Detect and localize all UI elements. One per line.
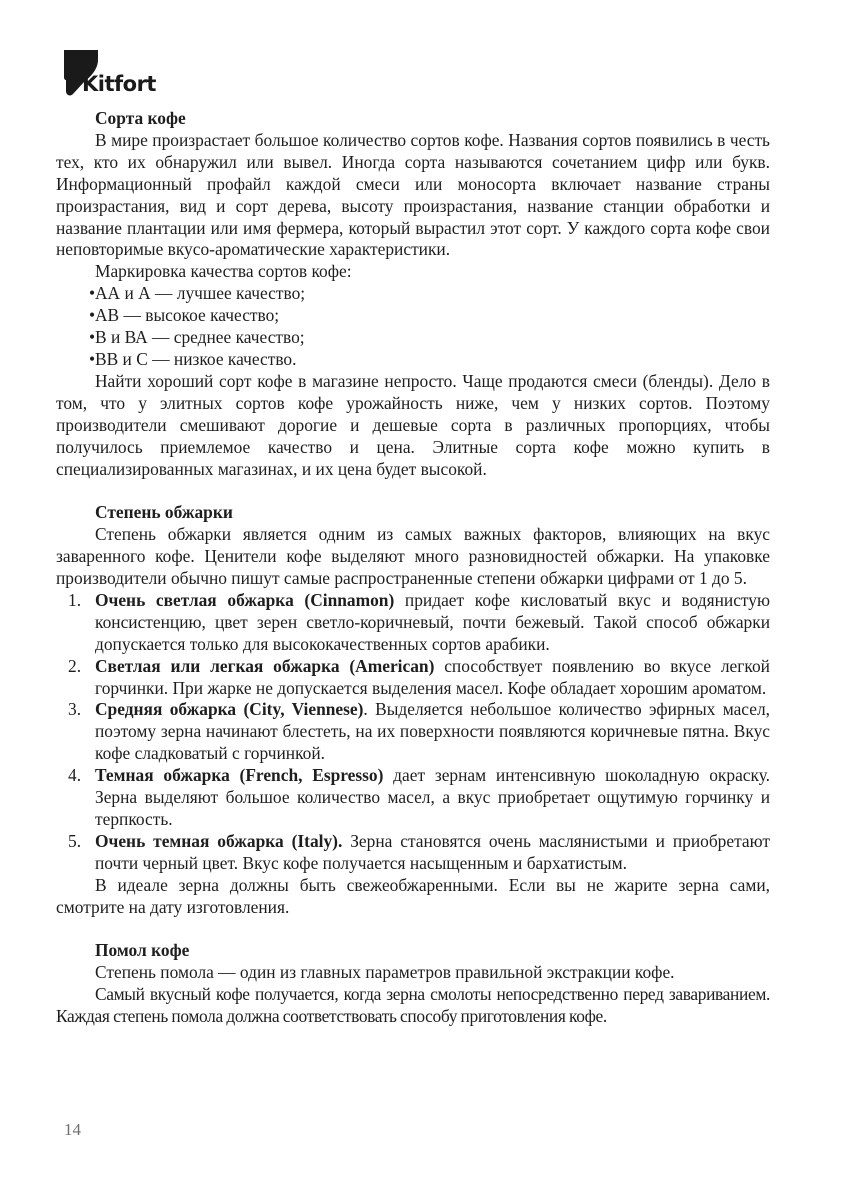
list-item: • АА и А — лучшее качество; — [89, 283, 306, 304]
bullet-icon: • — [89, 348, 96, 369]
roast-closing-paragraph: В идеале зерна должны быть свежеобжаренными. Если вы не жарите зерна сами, смотрите на дату изготовления. — [56, 874, 770, 917]
roast-level-term: Очень темная обжарка (Italy). — [95, 830, 343, 851]
brand-logo — [64, 50, 194, 102]
list-item: • В и ВА — среднее качество; — [89, 327, 305, 348]
roast-level-term: Темная обжарка (French, Espresso) — [95, 765, 384, 786]
heading-coffee-grind: Помол кофе — [95, 940, 190, 961]
section-spacer — [56, 480, 770, 502]
brand-name: Kitfort — [82, 72, 156, 96]
roast-level-term: Очень светлая обжарка (Cinnamon) — [95, 589, 395, 610]
list-item: 4. Темная обжарка (French, Espresso) дает зернам интенсивную шоколадную окраску. Зерна выделяют большое количество масел, а вкус приобретает ощутимую горчинку и терпкость. — [68, 765, 771, 829]
varieties-closing-paragraph: Найти хороший сорт кофе в магазине непросто. Чаще продаются смеси (бленды). Дело в том, что у элитных сортов кофе урожайность ниже, чем у низких сортов. Поэтому производители смешивают дорогие и дешевые сорта в различных пропорциях, чтобы получилось приемлемое качество и цена. Элитные сорта кофе можно купить в специализированных магазинах, и их цена будет высокой. — [56, 370, 770, 479]
bullet-icon: • — [89, 283, 96, 304]
list-item: 5. Очень темная обжарка (Italy). Зерна становятся очень маслянистыми и приобретают почти черный цвет. Вкус кофе получается насыщенным и бархатистым. — [68, 830, 770, 873]
list-item: 3. Средняя обжарка (City, Viennese). Выделяется небольшое количество эфирных масел, поэтому зерна начинают блестеть, на их поверхности появляются коричневые пятна. Вкус кофе сладковатый с горчинкой. — [68, 699, 770, 764]
heading-coffee-varieties: Сорта кофе — [95, 108, 186, 128]
grind-paragraph-1: Степень помола — один из главных параметров правильной экстракции кофе. — [95, 962, 675, 983]
section-spacer — [56, 919, 770, 941]
roast-intro-paragraph: Степень обжарки является одним из самых важных факторов, влияющих на вкус заваренного кофе. Ценители кофе выделяют много разновидностей обжарки. На упаковке производители обычно пишут самые распространенные степени обжарки цифрами от 1 до 5. — [56, 524, 770, 589]
grind-paragraph-2: Самый вкусный кофе получается, когда зерна смолоты непосредственно перед завариванием. Каждая степень помола должна соответствовать способу приготовления кофе. — [56, 984, 770, 1027]
list-item: • АВ — высокое качество; — [89, 305, 280, 326]
roast-level-term: Средняя обжарка (City, Viennese) — [95, 699, 364, 720]
list-item: 2. Светлая или легкая обжарка (American) способствует появлению во вкусе легкой горчинки. При жарке не допускается выделения масел. Кофе обладает хорошим ароматом. — [68, 655, 770, 698]
bullet-icon: • — [89, 305, 96, 326]
list-item: 1. Очень светлая обжарка (Cinnamon) придает кофе кисловатый вкус и водянистую консистенцию, цвет зерен светло-коричневый, почти бежевый. Такой способ обжарки допускается только для высококачественных сортов арабики. — [68, 589, 770, 654]
document-body — [56, 108, 770, 1028]
heading-roast-degree: Степень обжарки — [95, 502, 233, 523]
quality-marking-list — [56, 283, 770, 371]
roast-levels-list — [56, 590, 770, 875]
bullet-icon: • — [89, 327, 96, 348]
list-item: • ВВ и С — низкое качество. — [89, 348, 297, 369]
roast-level-term: Светлая или легкая обжарка (American) — [95, 655, 435, 676]
page-number: 14 — [64, 1120, 81, 1139]
varieties-intro-paragraph: В мире произрастает большое количество сортов кофе. Названия сортов появились в честь тех, кто их обнаружил или вывел. Иногда сорта называются сочетанием цифр или букв. Информационный профайл каждой смеси или моносорта включает название страны произрастания, вид и сорт дерева, высоту произрастания, название станции обработки и название плантации или имя фермера, который вырастил этот сорт. У каждого сорта кофе свои неповторимые вкусо-ароматические характеристики. — [56, 129, 770, 260]
quality-marking-intro: Маркировка качества сортов кофе: — [95, 261, 352, 282]
